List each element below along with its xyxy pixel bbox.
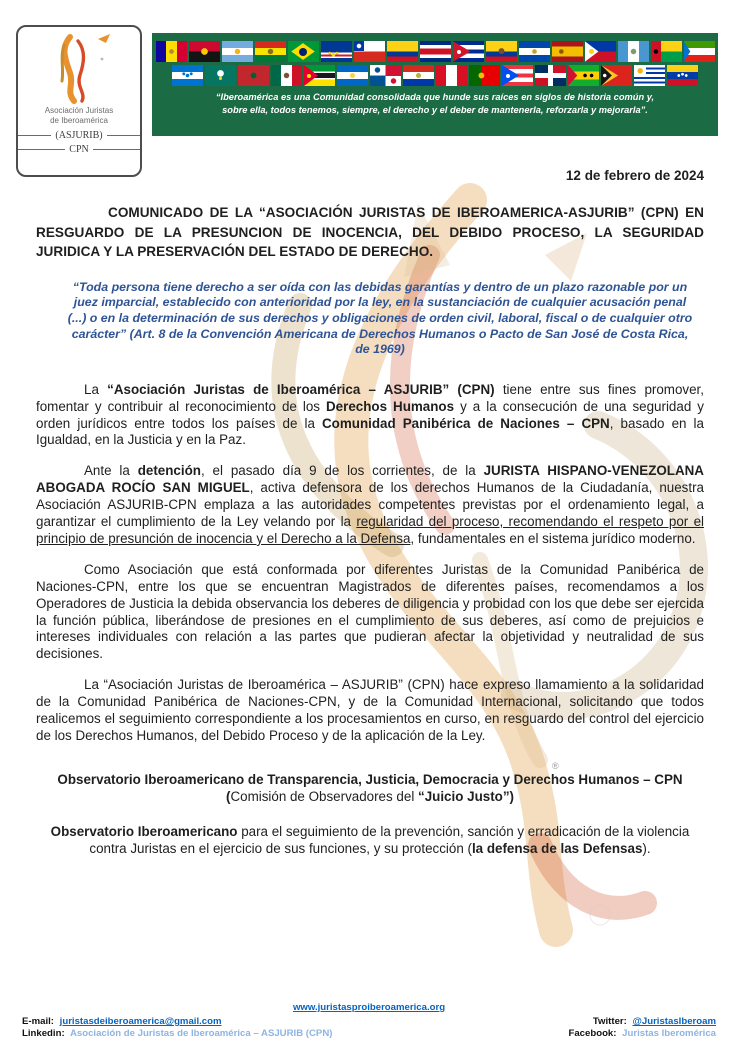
linkedin-label: Linkedin:	[22, 1028, 65, 1040]
logo-map-art	[36, 31, 122, 105]
observatory-paragraph: Observatorio Iberoamericano para el seguimiento de la prevención, sanción y erradicación de la violencia contra Juristas en el ejercicio de sus funciones, y su protección (la defensa de las Defensas).	[50, 824, 690, 857]
flag-puertorico-icon	[502, 65, 533, 86]
document-footer	[22, 1002, 716, 1040]
twitter-line	[568, 1016, 716, 1028]
flag-paraguay-icon	[403, 65, 434, 86]
flag-guineabissau-icon	[651, 41, 682, 62]
flags-row-1	[156, 41, 715, 62]
flag-panama-icon	[370, 65, 401, 86]
flag-uruguay-icon	[634, 65, 665, 86]
logo-org-name: Asociación Juristas de Iberoamérica	[44, 106, 114, 126]
flag-brazil-icon	[288, 41, 319, 62]
website-line	[22, 1002, 716, 1014]
facebook-line	[568, 1028, 716, 1040]
asjurib-logo	[16, 25, 142, 177]
divider	[18, 135, 51, 136]
flag-saotome-icon	[568, 65, 599, 86]
logo-cpn-row	[18, 144, 140, 155]
divider	[93, 149, 140, 150]
flag-morocco-icon	[238, 65, 269, 86]
twitter-link[interactable]: @JuristasIberoam	[632, 1016, 716, 1028]
flag-timor-icon	[601, 65, 632, 86]
flag-mexico-icon	[271, 65, 302, 86]
banner-quote: “Iberoamérica es una Comunidad consolidada que hunde sus raíces en siglos de historia común y, sobre ella, todos tenemos, siempre, el derecho y el deber de mantenerla, reforzarla y mejorarla”.	[215, 92, 655, 116]
flag-mozambique-icon	[304, 65, 335, 86]
flag-cuba-icon	[453, 41, 484, 62]
flag-dominican-icon	[535, 65, 566, 86]
observatory-heading-wrap	[36, 760, 704, 805]
email-line	[22, 1016, 332, 1028]
flag-honduras-icon	[172, 65, 203, 86]
registered-mark-icon: ®	[552, 760, 559, 771]
logo-acronym: (ASJURIB)	[55, 129, 103, 141]
flags-banner	[152, 33, 718, 136]
observatory-heading: Observatorio Iberoamericano de Transparencia, Justicia, Democracia y Derechos Humanos – CPN (Comisión de Observadores del “Juicio Justo”)	[57, 771, 683, 804]
document-date: 12 de febrero de 2024	[565, 168, 704, 183]
divider	[107, 135, 140, 136]
document-title: COMUNICADO DE LA “ASOCIACIÓN JURISTAS DE IBEROAMERICA-ASJURIB” (CPN) EN RESGUARDO DE LA PRESUNCION DE INOCENCIA, DEL DEBIDO PROCESO, LA SEGURIDAD JURIDICA Y LA PRESERVACIÓN DEL ESTADO DE DERECHO.	[36, 205, 704, 260]
flags-row-2	[172, 65, 698, 86]
legal-quote: “Toda persona tiene derecho a ser oída con las debidas garantías y dentro de un plazo razonable por un juez imparcial, establecido con anterioridad por la ley, en la sustanciación de cualquier acusación penal (...) o en la determinación de sus derechos y obligaciones de orden civil, laboral, fiscal o de cualquier otro carácter” (Art. 8 de la Convención Americana de Derechos Humanos o Pacto de San José de Costa Rica, de 1969)	[67, 279, 693, 357]
flag-spain-icon	[552, 41, 583, 62]
flag-guatemala-icon	[618, 41, 649, 62]
flag-portugal-icon	[469, 65, 500, 86]
flag-colombia-icon	[387, 41, 418, 62]
paragraph-3: Como Asociación que está conformada por diferentes Juristas de la Comunidad Panibérica de Naciones-CPN, entre los que se encuentran Magistrados de diferentes países, recomendamos a los Operadores de Justicia la debida observancia los deberes de diligencia y probidad con los que debe ser ejercida la función pública, liberándose de presiones en el cumplimiento de sus deberes, así como de prejuicios e intereses individuales con relación a las partes que pudieran afectar la objetividad y neutralidad de sus decisiones.	[36, 561, 704, 662]
email-label: E-mail:	[22, 1016, 54, 1028]
linkedin-handle: Asociación de Juristas de Iberoamérica – ASJURIB (CPN)	[69, 1028, 333, 1040]
flag-andorra-icon	[156, 41, 187, 62]
flag-elsalvador-icon	[519, 41, 550, 62]
flag-eqguinea-icon	[684, 41, 715, 62]
footer-right-column	[568, 1016, 716, 1040]
flag-ecuador-icon	[486, 41, 517, 62]
linkedin-line	[22, 1028, 332, 1040]
flag-argentina-icon	[222, 41, 253, 62]
document-content	[36, 168, 704, 857]
website-link[interactable]: www.juristasproiberoamerica.org	[292, 1002, 446, 1013]
divider	[18, 149, 65, 150]
logo-acronym-row	[18, 130, 140, 141]
flag-macau-icon	[205, 65, 236, 86]
facebook-handle: Juristas Iberomérica	[622, 1028, 716, 1040]
paragraph-4: La “Asociación Juristas de Iberoamérica – ASJURIB” (CPN) hace expreso llamamiento a la solidaridad de la Comunidad Panibérica de Naciones-CPN, y de la Comunidad Internacional, solicitando que todos realicemos el seguimiento correspondiente a los procesamientos en curso, en resguardo del control del ejercicio de los Derechos Humanos, del Debido Proceso y de la aplicación de la Ley.	[36, 677, 704, 743]
flag-nicaragua-icon	[337, 65, 368, 86]
flag-venezuela-icon	[667, 65, 698, 86]
twitter-label: Twitter:	[592, 1016, 627, 1028]
flag-chile-icon	[354, 41, 385, 62]
flag-peru-icon	[436, 65, 467, 86]
paragraph-2: Ante la detención, el pasado día 9 de los corrientes, de la JURISTA HISPANO-VENEZOLANA ABOGADA ROCÍO SAN MIGUEL, activa defensora de los derechos Humanos de la Ciudadanía, nuestra Asociación ASJURIB-CPN emplaza a las autoridades competentes previstas por el ordenamiento legal, a garantizar el cumplimiento de la Ley velando por la regularidad del proceso, recomendando el respeto por el principio de presunción de inocencia y el Derecho a la Defensa, fundamentales en el sistema jurídico moderno.	[36, 463, 704, 546]
logo-network: CPN	[69, 143, 89, 155]
paragraph-1: La “Asociación Juristas de Iberoamérica – ASJURIB” (CPN) tiene entre sus fines promover, fomentar y contribuir al reconocimiento de los Derechos Humanos y a la consecución de una seguridad y orden jurídicos entre todos los países de la Comunidad Panibérica de Naciones – CPN, basado en la Igualdad, en la Justicia y en la Paz.	[36, 381, 704, 448]
flag-angola-icon	[189, 41, 220, 62]
flag-capeverde-icon	[321, 41, 352, 62]
flag-philippines-icon	[585, 41, 616, 62]
email-link[interactable]: juristasdeiberoamerica@gmail.com	[59, 1016, 222, 1028]
flag-bolivia-icon	[255, 41, 286, 62]
facebook-label: Facebook:	[568, 1028, 617, 1040]
flag-costarica-icon	[420, 41, 451, 62]
footer-left-column	[22, 1016, 332, 1040]
